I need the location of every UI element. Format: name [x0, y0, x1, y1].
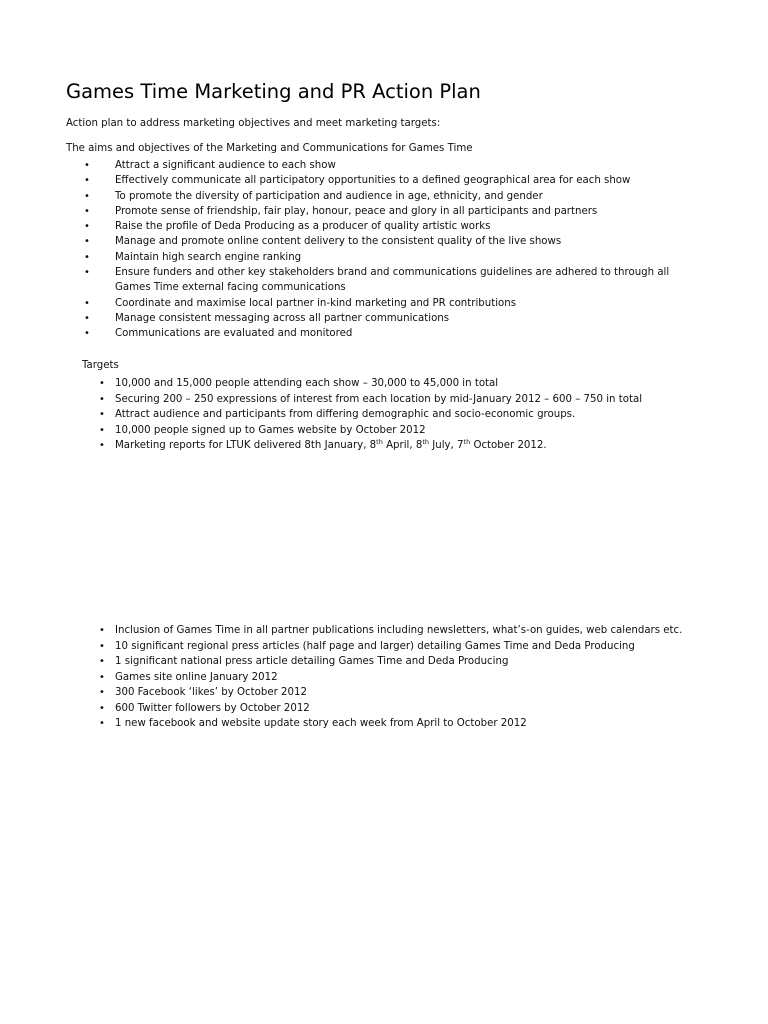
bullet-icon: • — [84, 160, 90, 171]
list-item-text: 1 new facebook and website update story each week from April to October 2012 — [115, 718, 527, 729]
bullet-icon: • — [99, 424, 105, 436]
list-item — [99, 701, 699, 717]
list-item — [84, 204, 704, 219]
list-item — [99, 407, 699, 423]
reports-text-part: Marketing reports for LTUK delivered 8th January, 8 — [115, 440, 377, 451]
list-item — [99, 438, 699, 454]
document-title: Games Time Marketing and PR Action Plan — [66, 80, 481, 103]
list-item — [84, 311, 704, 326]
list-item — [84, 158, 704, 173]
aims-heading: The aims and objectives of the Marketing and Communications for Games Time — [66, 143, 473, 154]
list-item — [84, 189, 704, 204]
list-item-text: Ensure funders and other key stakeholders brand and communications guidelines are adhered to through all Games Time external facing communications — [115, 267, 670, 294]
list-item — [99, 670, 699, 686]
bullet-icon: • — [84, 312, 90, 324]
bullet-icon: • — [99, 671, 105, 683]
reports-text-part: July, 7 — [429, 440, 464, 451]
list-item — [84, 173, 704, 188]
bullet-icon: • — [99, 409, 105, 420]
list-item-text: Inclusion of Games Time in all partner publications including newsletters, what’s-on guides, web calendars etc. — [115, 625, 683, 636]
list-item-text: 10 significant regional press articles (half page and larger) detailing Games Time and Deda Producing — [115, 640, 635, 652]
list-item — [84, 296, 704, 311]
ordinal-suffix: th — [463, 438, 471, 446]
aims-list — [84, 158, 704, 342]
bullet-icon: • — [84, 221, 90, 233]
reports-text-part: October 2012. — [470, 440, 547, 451]
list-item-text: Attract a significant audience to each show — [115, 160, 336, 171]
bullet-icon: • — [84, 251, 90, 263]
list-item — [99, 392, 699, 408]
bullet-icon: • — [99, 440, 105, 451]
list-item — [84, 219, 704, 234]
ordinal-suffix: th — [376, 438, 383, 446]
list-item — [99, 639, 699, 655]
list-item-text: Maintain high search engine ranking — [115, 251, 302, 263]
targets-label: Targets — [82, 360, 119, 371]
bullet-icon: • — [99, 656, 105, 667]
bullet-icon: • — [99, 687, 105, 698]
reports-target-text — [115, 440, 547, 451]
list-item-text: To promote the diversity of participation and audience in age, ethnicity, and gender — [115, 190, 543, 202]
bullet-icon: • — [84, 205, 90, 217]
list-item — [84, 326, 704, 341]
list-item-text: Games site online January 2012 — [115, 671, 278, 683]
bullet-icon: • — [84, 175, 90, 187]
list-item — [84, 234, 704, 249]
list-item-text: Coordinate and maximise local partner in-kind marketing and PR contributions — [115, 297, 517, 309]
media-targets-list — [99, 623, 699, 732]
bullet-icon: • — [84, 267, 90, 279]
list-item — [99, 423, 699, 439]
bullet-icon: • — [99, 393, 105, 405]
targets-list — [99, 376, 699, 454]
list-item-text: Manage consistent messaging across all partner communications — [115, 312, 450, 324]
list-item — [99, 716, 699, 732]
bullet-icon: • — [84, 236, 90, 248]
bullet-icon: • — [99, 702, 105, 714]
list-item-text: Promote sense of friendship, fair play, honour, peace and glory in all participants and partners — [115, 205, 598, 217]
list-item-text: Effectively communicate all participatory opportunities to a defined geographical area for each show — [115, 175, 631, 187]
reports-text-part: April, 8 — [382, 440, 423, 451]
bullet-icon: • — [99, 378, 105, 389]
list-item-text: Manage and promote online content delivery to the consistent quality of the live shows — [115, 236, 562, 248]
list-item-text: 600 Twitter followers by October 2012 — [115, 702, 310, 714]
list-item-text: Securing 200 – 250 expressions of interest from each location by mid-January 2012 – 600 – 750 in total — [115, 393, 643, 405]
list-item-text: Communications are evaluated and monitored — [115, 328, 353, 340]
bullet-icon: • — [99, 625, 105, 636]
bullet-icon: • — [84, 190, 90, 202]
bullet-icon: • — [99, 640, 105, 652]
list-item — [99, 376, 699, 392]
list-item — [99, 623, 699, 639]
bullet-icon: • — [99, 718, 105, 729]
bullet-icon: • — [84, 328, 90, 340]
list-item-text: 300 Facebook ‘likes’ by October 2012 — [115, 687, 307, 698]
list-item-text: Attract audience and participants from differing demographic and socio-economic groups. — [115, 409, 576, 420]
intro-paragraph: Action plan to address marketing objectives and meet marketing targets: — [66, 118, 441, 129]
list-item-text: 10,000 people signed up to Games website by October 2012 — [115, 424, 426, 436]
list-item-text: 1 significant national press article detailing Games Time and Deda Producing — [115, 656, 509, 667]
list-item — [99, 685, 699, 701]
list-item — [84, 265, 704, 296]
ordinal-suffix: th — [422, 438, 429, 446]
list-item — [84, 250, 704, 265]
bullet-icon: • — [84, 297, 90, 309]
list-item-text: Raise the profile of Deda Producing as a producer of quality artistic works — [115, 221, 491, 233]
list-item-text: 10,000 and 15,000 people attending each show – 30,000 to 45,000 in total — [115, 378, 499, 389]
list-item — [99, 654, 699, 670]
